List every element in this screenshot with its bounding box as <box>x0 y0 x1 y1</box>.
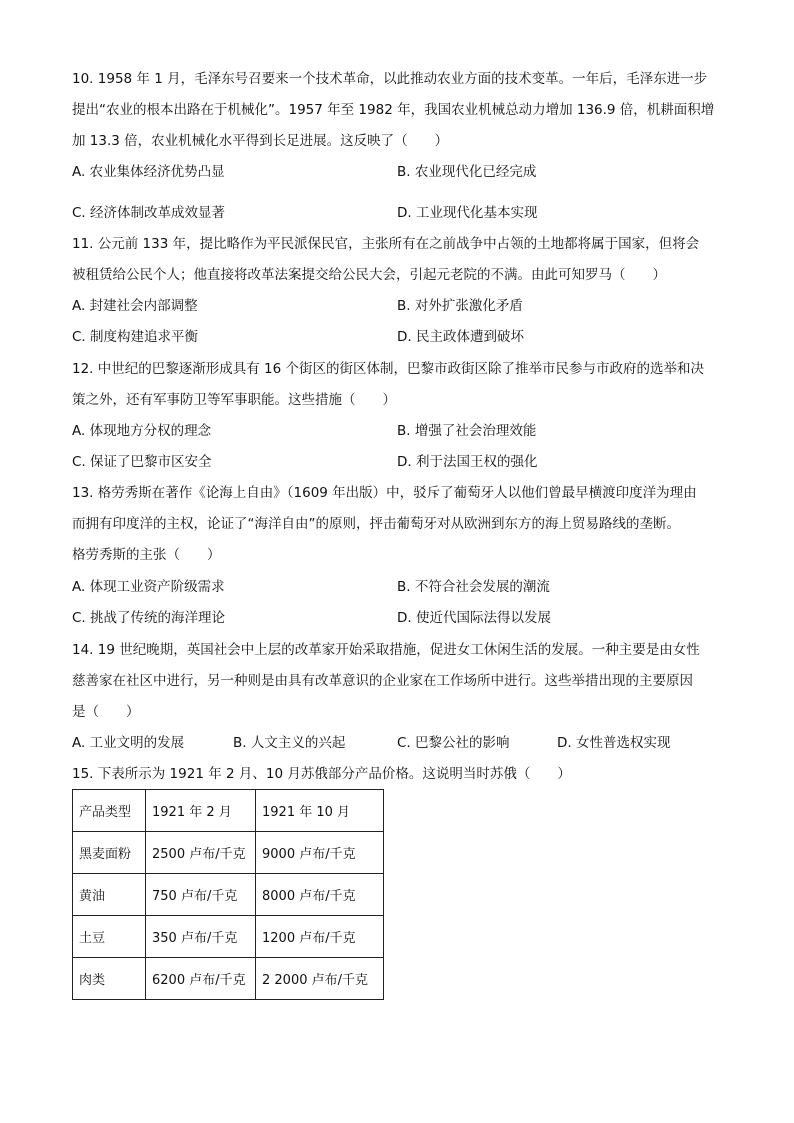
question-12-stem-line: 12. 中世纪的巴黎逐渐形成具有 16 个街区的街区体制，巴黎市政街区除了推举市民参与市政府的选举和决 <box>72 361 705 377</box>
question-14-stem-line: 慈善家在社区中进行，另一种则是由具有改革意识的企业家在工作场所中进行。这些举措出现的主要原因 <box>72 673 693 689</box>
table-cell: 6200 卢布/千克 <box>146 958 256 1000</box>
question-14-option-c: C. 巴黎公社的影响 <box>397 735 510 751</box>
table-cell: 1200 卢布/千克 <box>256 916 384 958</box>
question-11-option-c: C. 制度构建追求平衡 <box>72 329 199 345</box>
question-13-option-b: B. 不符合社会发展的潮流 <box>397 579 550 595</box>
question-13-stem-line: 而拥有印度洋的主权，论证了“海洋自由”的原则，抨击葡萄牙对从欧洲到东方的海上贸易路线的垄断。 <box>72 516 680 532</box>
question-12-option-a: A. 体现地方分权的理念 <box>72 423 212 439</box>
table-cell: 黑麦面粉 <box>73 832 146 874</box>
question-11-stem-line: 被租赁给公民个人；他直接将改革法案提交给公民大会，引起元老院的不满。由此可知罗马（ ） <box>72 267 666 283</box>
question-12-option-d: D. 利于法国王权的强化 <box>397 454 538 470</box>
question-14-stem-line: 14. 19 世纪晚期，英国社会中上层的改革家开始采取措施，促进女工休闲生活的发展。一种主要是由女性 <box>72 642 700 658</box>
question-12-option-b: B. 增强了社会治理效能 <box>397 423 537 439</box>
question-13-option-d: D. 使近代国际法得以发展 <box>397 610 551 626</box>
table-cell: 8000 卢布/千克 <box>256 874 384 916</box>
table-cell: 土豆 <box>73 916 146 958</box>
question-13-option-a: A. 体现工业资产阶级需求 <box>72 579 225 595</box>
question-14-option-d: D. 女性普选权实现 <box>557 735 671 751</box>
question-11-option-b: B. 对外扩张激化矛盾 <box>397 298 523 314</box>
table-row <box>73 874 384 916</box>
table-header-cell: 1921 年 2 月 <box>146 790 256 832</box>
question-11-option-d: D. 民主政体遭到破坏 <box>397 329 524 345</box>
table-header-cell: 1921 年 10 月 <box>256 790 384 832</box>
question-10-option-b: B. 农业现代化已经完成 <box>397 164 537 180</box>
table-cell: 肉类 <box>73 958 146 1000</box>
table-header-cell: 产品类型 <box>73 790 146 832</box>
table-row <box>73 958 384 1000</box>
table-cell: 黄油 <box>73 874 146 916</box>
table-cell: 9000 卢布/千克 <box>256 832 384 874</box>
question-11-stem-line: 11. 公元前 133 年，提比略作为平民派保民官，主张所有在之前战争中占领的土地都将属于国家，但将会 <box>72 236 700 252</box>
question-10-option-d: D. 工业现代化基本实现 <box>397 205 538 221</box>
question-10-stem-line: 提出“农业的根本出路在于机械化”。1957 年至 1982 年，我国农业机械总动力增加 136.9 倍，机耕面积增 <box>72 102 715 118</box>
question-12-stem-line: 策之外，还有军事防卫等军事职能。这些措施（ ） <box>72 392 396 408</box>
table-cell: 2 2000 卢布/千克 <box>256 958 384 1000</box>
question-12-option-c: C. 保证了巴黎市区安全 <box>72 454 212 470</box>
question-13-stem-line: 13. 格劳秀斯在著作《论海上自由》（1609 年出版）中，驳斥了葡萄牙人以他们曾最早横渡印度洋为理由 <box>72 485 697 501</box>
table-cell: 2500 卢布/千克 <box>146 832 256 874</box>
question-14-option-b: B. 人文主义的兴起 <box>233 735 346 751</box>
question-10-stem-line: 加 13.3 倍，农业机械化水平得到长足进展。这反映了（ ） <box>72 133 449 149</box>
table-row <box>73 916 384 958</box>
question-14-option-a: A. 工业文明的发展 <box>72 735 185 751</box>
question-10-option-a: A. 农业集体经济优势凸显 <box>72 164 225 180</box>
table-header-row <box>73 790 384 832</box>
table-row <box>73 832 384 874</box>
question-10-option-c: C. 经济体制改革成效显著 <box>72 205 226 221</box>
table-cell: 750 卢布/千克 <box>146 874 256 916</box>
question-10-stem-line: 10. 1958 年 1 月，毛泽东号召要来一个技术革命，以此推动农业方面的技术变革。一年后，毛泽东进一步 <box>72 71 708 87</box>
question-15-stem-line: 15. 下表所示为 1921 年 2 月、10 月苏俄部分产品价格。这说明当时苏俄（ ） <box>72 766 571 782</box>
question-13-stem-line: 格劳秀斯的主张（ ） <box>72 547 221 563</box>
question-14-stem-line: 是（ ） <box>72 704 140 720</box>
question-11-option-a: A. 封建社会内部调整 <box>72 298 198 314</box>
table-cell: 350 卢布/千克 <box>146 916 256 958</box>
price-table <box>72 789 384 1000</box>
question-13-option-c: C. 挑战了传统的海洋理论 <box>72 610 226 626</box>
